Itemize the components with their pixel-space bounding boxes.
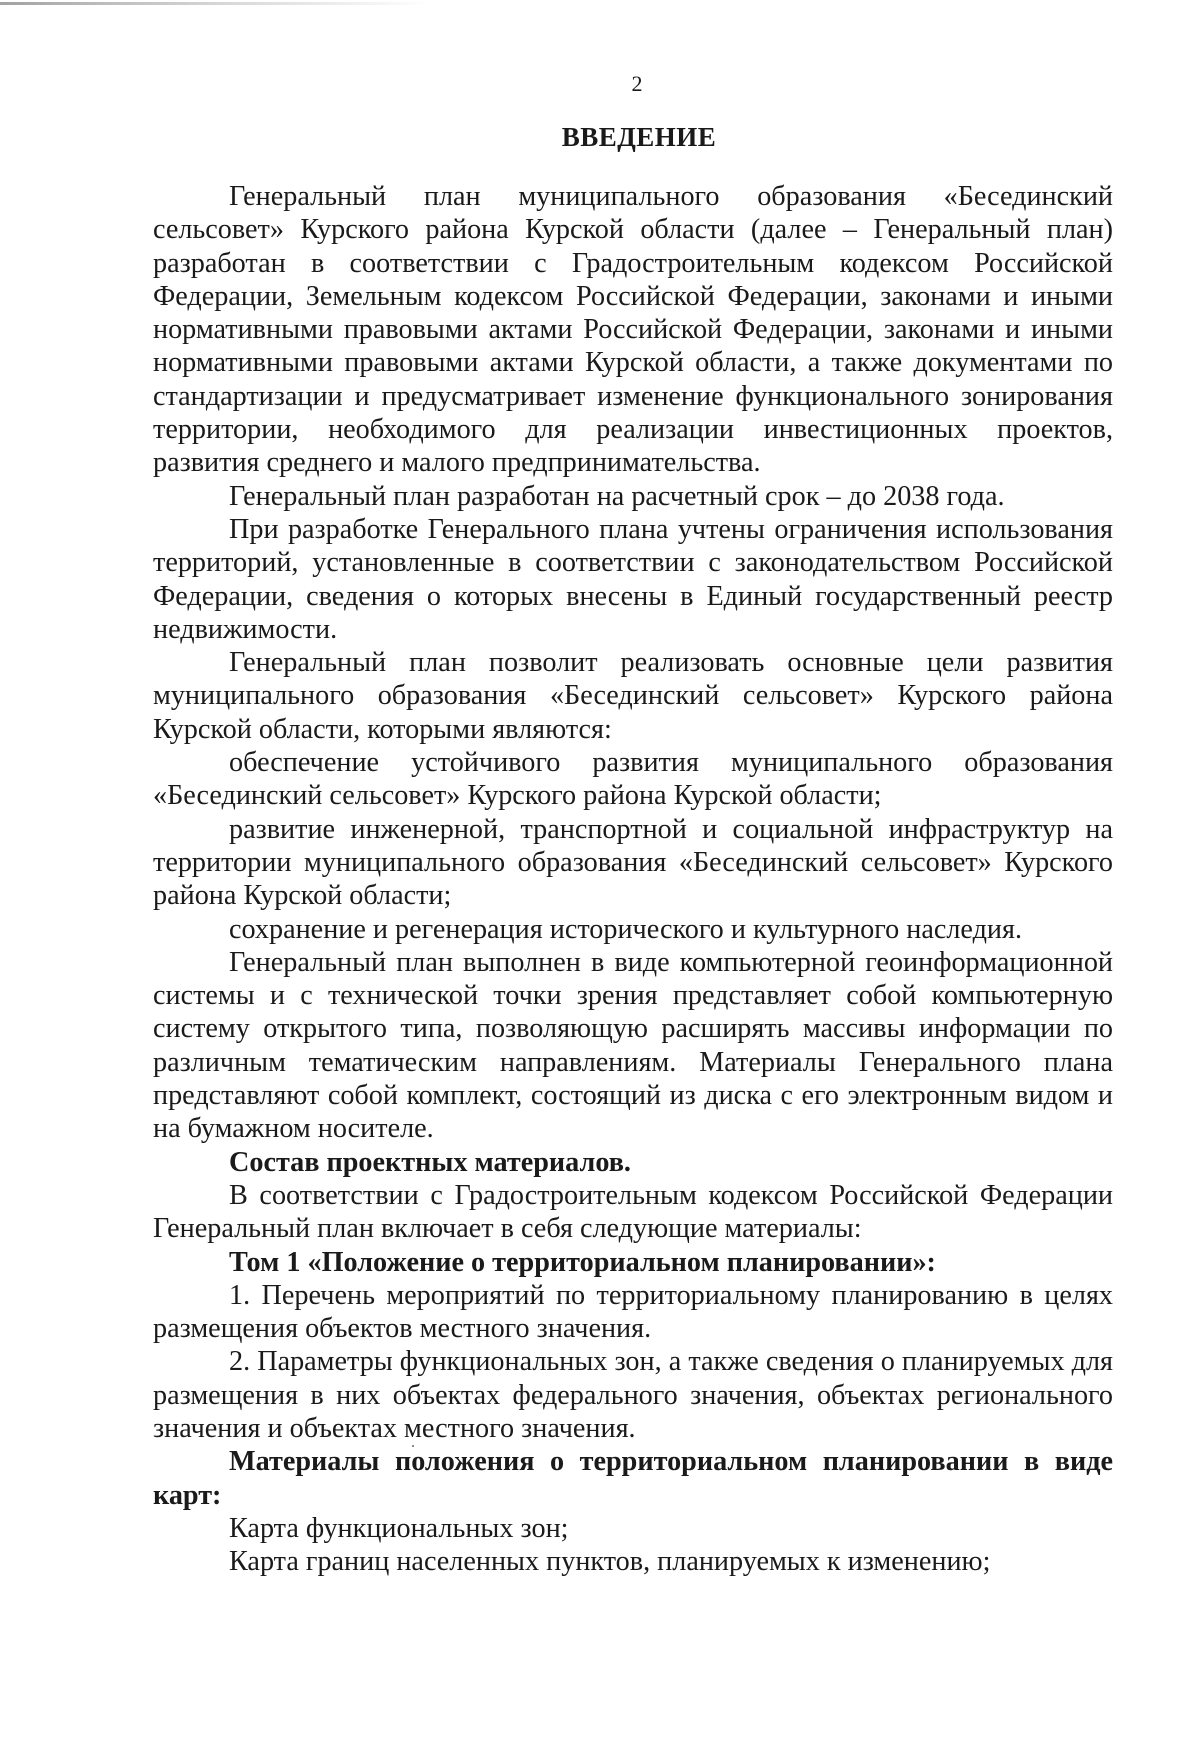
intro-paragraph-4: Генеральный план позволит реализовать основные цели развития муниципального образования «Бесединский сельсовет» Курского района Курской области, которыми являются:	[153, 647, 1113, 745]
maps-heading: Материалы положения о территориальном планировании в виде карт:	[153, 1446, 1113, 1511]
section-heading: ВВЕДЕНИЕ	[561, 122, 717, 152]
document-page	[153, 70, 1113, 1578]
materials-intro: В соответствии с Градостроительным кодексом Российской Федерации Генеральный план включает в себя следующие материалы:	[153, 1179, 1113, 1245]
gis-paragraph: Генеральный план выполнен в виде компьютерной геоинформационной системы и с технической точки зрения представляет собой компьютерную систему открытого типа, позволяющую расширять массивы информации по различным тематическим направлениям. Материалы Генерального плана представляют собой комплект, состоящий из диска с его электронным видом и на бумажном носителе.	[153, 946, 1113, 1145]
goal-item-3: сохранение и регенерация исторического и культурного наследия.	[229, 913, 1023, 945]
scan-edge-artifact	[0, 2, 430, 5]
intro-paragraph-2: Генеральный план разработан на расчетный срок – до 2038 года.	[229, 480, 1005, 512]
goal-item-2: развитие инженерной, транспортной и социальной инфраструктур на территории муниципального образования «Бесединский сельсовет» Курского района Курской области;	[153, 813, 1113, 912]
page-number: 2	[631, 71, 643, 96]
map-item-2: Карта границ населенных пунктов, планируемых к изменению;	[229, 1546, 991, 1578]
intro-paragraph-3: При разработке Генерального плана учтены ограничения использования территорий, установленные в соответствии с законодательством Российской Федерации, сведения о которых внесены в Единый государственный реестр недвижимости.	[153, 513, 1113, 645]
volume1-item-1: 1. Перечень мероприятий по территориальному планированию в целях размещения объектов местного значения.	[153, 1279, 1113, 1345]
intro-paragraph-1: Генеральный план муниципального образования «Бесединский сельсовет» Курского района Курской области (далее – Генеральный план) разработан в соответствии с Градостроительным кодексом Российской Федерации, Земельным кодексом Российской Федерации, законами и иными нормативными правовыми актами Российской Федерации, законами и иными нормативными правовыми актами Курской области, а также документами по стандартизации и предусматривает изменение функционального зонирования территории, необходимого для реализации инвестиционных проектов, развития среднего и малого предпринимательства.	[153, 181, 1113, 479]
volume1-heading: Том 1 «Положение о территориальном планировании»:	[229, 1246, 936, 1278]
goal-item-1: обеспечение устойчивого развития муниципального образования «Бесединский сельсовет» Курского района Курской области;	[153, 747, 1113, 812]
volume1-item-2: 2. Параметры функциональных зон, а также сведения о планируемых для размещения в них объектах федерального значения, объектах регионального значения и объектах местного значения.	[153, 1346, 1113, 1444]
materials-heading: Состав проектных материалов.	[229, 1146, 631, 1178]
map-item-1: Карта функциональных зон;	[229, 1512, 569, 1544]
